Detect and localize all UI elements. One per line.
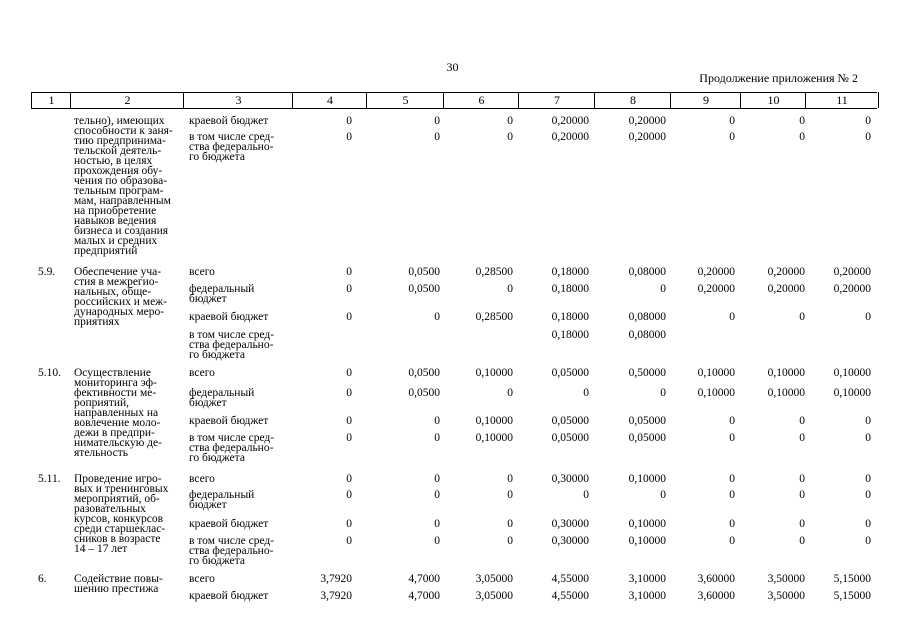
column-header-7: 7 (518, 92, 595, 108)
table-cell: 0 (799, 115, 805, 127)
row-number: 5.11. (38, 473, 61, 485)
funding-source: краевой бюджет (189, 311, 269, 323)
table-cell: 3,50000 (767, 590, 805, 602)
table-cell: 0 (729, 415, 735, 427)
table-cell: 0 (434, 115, 440, 127)
table-cell: 0,20000 (551, 115, 589, 127)
table-cell: 0,0500 (408, 387, 440, 399)
column-header-2: 2 (70, 92, 184, 108)
table-cell: 0 (729, 489, 735, 501)
table-cell: 0 (507, 518, 513, 530)
table-cell: 3,10000 (628, 573, 666, 585)
table-cell: 0 (346, 415, 352, 427)
table-cell: 0,08000 (628, 266, 666, 278)
table-cell: 0 (434, 131, 440, 143)
table-cell: 4,55000 (551, 590, 589, 602)
table-cell: 0 (729, 535, 735, 547)
table-cell: 0,10000 (833, 387, 871, 399)
table-cell: 0 (799, 489, 805, 501)
table-cell: 0,18000 (551, 329, 589, 341)
table-cell: 0 (865, 432, 871, 444)
row-number: 5.9. (38, 266, 56, 278)
table-cell: 3,10000 (628, 590, 666, 602)
funding-source: краевой бюджет (189, 518, 269, 530)
table-cell: 0,10000 (628, 473, 666, 485)
table-cell: 0,20000 (833, 283, 871, 295)
table-cell: 0 (583, 387, 589, 399)
table-cell: 0 (346, 387, 352, 399)
funding-source: федеральный бюджет (189, 283, 255, 305)
table-cell: 0,0500 (408, 266, 440, 278)
table-cell: 0 (346, 367, 352, 379)
table-cell: 3,7920 (320, 590, 352, 602)
table-cell: 3,60000 (697, 573, 735, 585)
table-cell: 0,05000 (628, 432, 666, 444)
table-cell: 0,10000 (767, 367, 805, 379)
table-cell: 0 (660, 283, 666, 295)
table-cell: 0 (346, 473, 352, 485)
table-cell: 0,10000 (697, 367, 735, 379)
table-cell: 0 (799, 518, 805, 530)
table-cell: 0,30000 (551, 473, 589, 485)
table-cell: 0,08000 (628, 329, 666, 341)
column-header-8: 8 (594, 92, 671, 108)
column-header-6: 6 (443, 92, 519, 108)
page-number: 30 (446, 60, 459, 74)
table-cell: 0 (346, 489, 352, 501)
column-header-3: 3 (183, 92, 293, 108)
funding-source: всего (189, 367, 215, 379)
table-cell: 5,15000 (833, 573, 871, 585)
table-cell: 0,10000 (475, 367, 513, 379)
table-cell: 0 (865, 518, 871, 530)
table-cell: 0,10000 (628, 535, 666, 547)
table-cell: 0 (346, 311, 352, 323)
table-cell: 0,20000 (628, 131, 666, 143)
table-cell: 0,18000 (551, 311, 589, 323)
table-cell: 0 (799, 311, 805, 323)
table-cell: 0,30000 (551, 518, 589, 530)
table-cell: 0,50000 (628, 367, 666, 379)
table-cell: 0 (729, 115, 735, 127)
table-cell: 5,15000 (833, 590, 871, 602)
table-cell: 0 (865, 473, 871, 485)
table-cell: 0 (434, 518, 440, 530)
table-cell: 0 (799, 131, 805, 143)
table-cell: 0 (346, 432, 352, 444)
table-cell: 0 (865, 115, 871, 127)
measure-name: Осуществление мониторинга эф- фективности ме- роприятий, направленных на вовлечение моло- дежи в предпри- нимательскую де- ятельность (74, 367, 162, 459)
table-cell: 0,05000 (551, 415, 589, 427)
table-cell: 0,0500 (408, 283, 440, 295)
table-cell: 0 (660, 387, 666, 399)
table-cell: 0 (865, 415, 871, 427)
funding-source: в том числе сред- ства федерально- го бюджета (189, 535, 275, 567)
table-cell: 3,7920 (320, 573, 352, 585)
column-header-10: 10 (740, 92, 806, 108)
table-cell: 0,20000 (767, 283, 805, 295)
table-cell: 0 (507, 473, 513, 485)
table-cell: 3,50000 (767, 573, 805, 585)
table-cell: 0 (729, 131, 735, 143)
table-cell: 4,7000 (408, 590, 440, 602)
table-cell: 0 (799, 432, 805, 444)
row-number: 6. (38, 573, 47, 585)
row-number: 5.10. (38, 367, 61, 379)
table-cell: 0 (729, 311, 735, 323)
table-cell: 0 (799, 473, 805, 485)
table-cell: 3,05000 (475, 573, 513, 585)
table-cell: 0 (799, 415, 805, 427)
table-cell: 0 (434, 489, 440, 501)
table-cell: 0,10000 (833, 367, 871, 379)
table-cell: 0 (507, 489, 513, 501)
table-cell: 0 (507, 387, 513, 399)
funding-source: федеральный бюджет (189, 387, 255, 409)
table-cell: 0 (865, 131, 871, 143)
funding-source: краевой бюджет (189, 590, 269, 602)
funding-source: краевой бюджет (189, 115, 269, 127)
table-cell: 4,7000 (408, 573, 440, 585)
table-cell: 0 (346, 115, 352, 127)
table-cell: 0,10000 (767, 387, 805, 399)
funding-source: в том числе сред- ства федерально- го бюджета (189, 432, 275, 464)
table-cell: 0,10000 (628, 518, 666, 530)
table-cell: 0,05000 (551, 432, 589, 444)
table-cell: 0 (346, 266, 352, 278)
table-cell: 0 (507, 283, 513, 295)
table-cell: 0,0500 (408, 367, 440, 379)
measure-name: тельно), имеющих способности к заня- тию предпринима- тельской деятель- ностью, в целях прохождения обу- чения по образова- тельным програм- мам, направленным на приобретение навыков ведения бизнеса и создания малых и средних предприятий (74, 115, 173, 257)
measure-name: Обеспечение уча- стия в межрегио- нальных, обще- российских и меж- дународных меро- приятиях (74, 266, 167, 328)
table-cell: 0 (434, 311, 440, 323)
table-cell: 0 (346, 535, 352, 547)
table-cell: 0,20000 (833, 266, 871, 278)
measure-name: Содействие повы- шению престижа (74, 573, 163, 595)
table-cell: 0 (434, 535, 440, 547)
table-cell: 0 (583, 489, 589, 501)
funding-source: всего (189, 266, 215, 278)
table-cell: 0 (865, 489, 871, 501)
column-header-9: 9 (670, 92, 741, 108)
table-cell: 0 (507, 115, 513, 127)
table-cell: 0 (346, 283, 352, 295)
table-cell: 0,10000 (475, 415, 513, 427)
table-cell: 0,08000 (628, 311, 666, 323)
funding-source: федеральный бюджет (189, 489, 255, 511)
table-cell: 0 (346, 518, 352, 530)
column-header-1: 1 (31, 92, 71, 108)
table-cell: 0,10000 (697, 387, 735, 399)
funding-source: всего (189, 473, 215, 485)
table-cell: 0,10000 (475, 432, 513, 444)
table-cell: 0 (865, 311, 871, 323)
table-cell: 0 (434, 473, 440, 485)
column-header-5: 5 (366, 92, 444, 108)
table-cell: 0 (799, 535, 805, 547)
funding-source: краевой бюджет (189, 415, 269, 427)
table-cell: 3,60000 (697, 590, 735, 602)
table-cell: 0,18000 (551, 283, 589, 295)
column-header-11: 11 (805, 92, 879, 108)
table-cell: 0,05000 (551, 367, 589, 379)
table-cell: 0,20000 (551, 131, 589, 143)
table-cell: 0,30000 (551, 535, 589, 547)
table-cell: 0 (660, 489, 666, 501)
table-cell: 0,20000 (697, 283, 735, 295)
table-cell: 3,05000 (475, 590, 513, 602)
table-cell: 0,28500 (475, 311, 513, 323)
table-cell: 0 (729, 432, 735, 444)
table-cell: 0 (729, 473, 735, 485)
table-cell: 0 (507, 535, 513, 547)
table-cell: 0 (507, 131, 513, 143)
table-cell: 0 (434, 415, 440, 427)
funding-source: всего (189, 573, 215, 585)
funding-source: в том числе сред- ства федерально- го бюджета (189, 131, 275, 163)
funding-source: в том числе сред- ства федерально- го бюджета (189, 329, 275, 361)
table-cell: 0,20000 (628, 115, 666, 127)
table-cell: 0,28500 (475, 266, 513, 278)
table-cell: 0 (865, 535, 871, 547)
table-cell: 0 (434, 432, 440, 444)
column-header-4: 4 (292, 92, 367, 108)
table-cell: 0,20000 (767, 266, 805, 278)
table-cell: 0,20000 (697, 266, 735, 278)
table-cell: 0,05000 (628, 415, 666, 427)
table-cell: 0,18000 (551, 266, 589, 278)
table-cell: 0 (346, 131, 352, 143)
continuation-caption: Продолжение приложения № 2 (699, 71, 858, 85)
measure-name: Проведение игро- вых и тренинговых мероприятий, об- разовательных курсов, конкурсов среди старшеклас- сников в возрасте 14 – 17 лет (74, 473, 169, 555)
table-cell: 0 (729, 518, 735, 530)
table-cell: 4,55000 (551, 573, 589, 585)
